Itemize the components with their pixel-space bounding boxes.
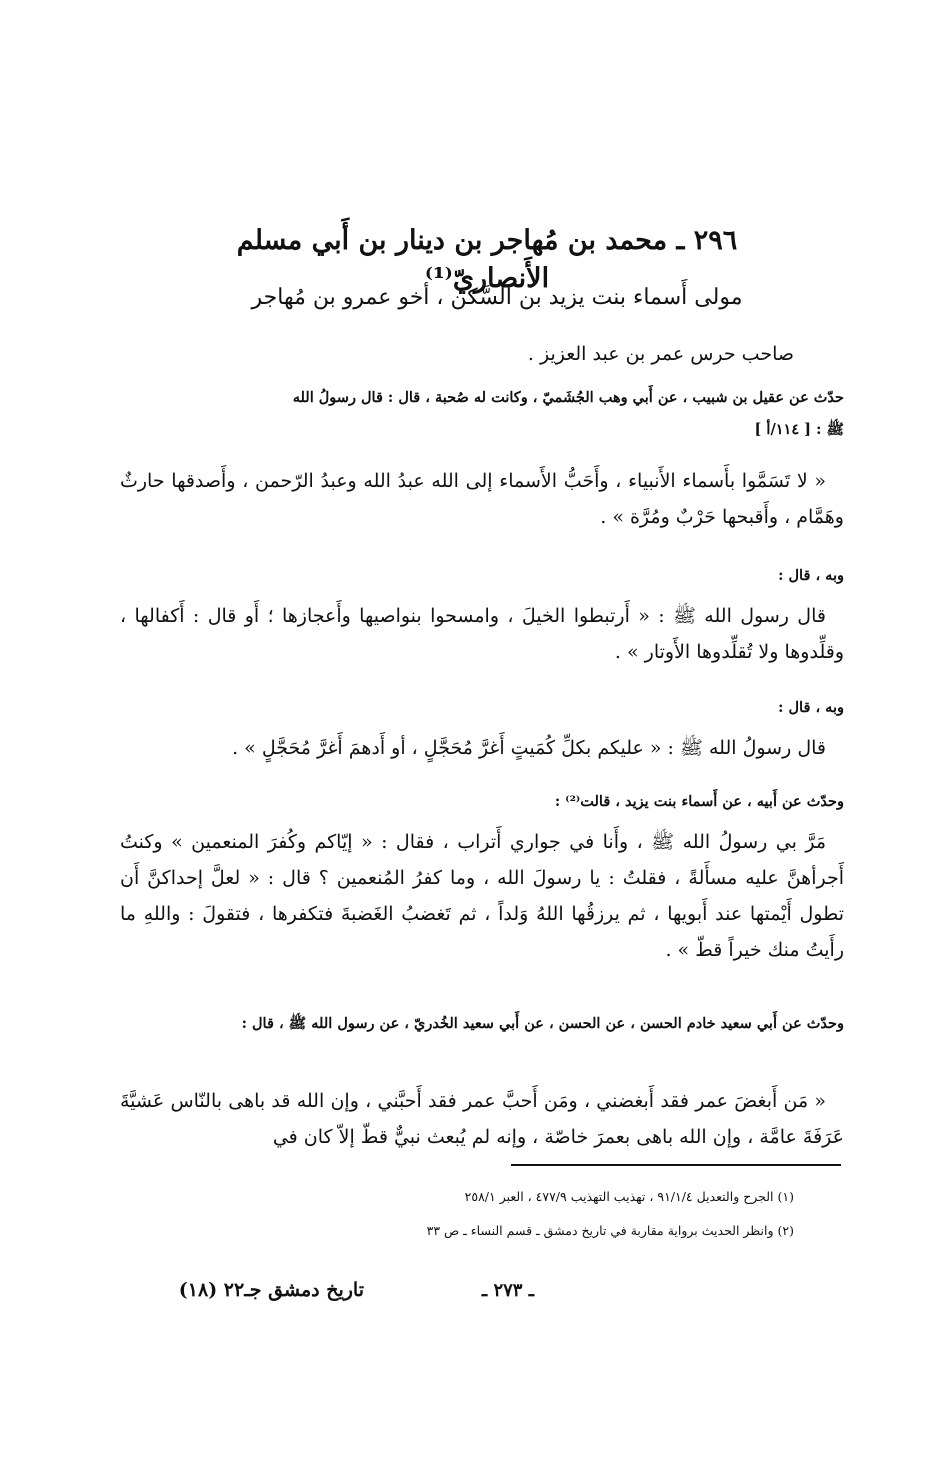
hadith5-isnad: وحدّث عن أَبي سعيد خادم الحسن ، عن الحسن ، عن أَبي سعيد الخُدريّ ، عن رسول الله ﷺ ، قال : [241, 1015, 844, 1032]
entry-title: ٢٩٦ ـ محمد بن مُهاجر بن دينار بن أَبي مسلم الأَنصاريّ⁽¹⁾ [236, 225, 738, 294]
footnote-divider [511, 1164, 841, 1166]
running-footer-title: تاريخ دمشق جـ٢٢ (١٨) [178, 1279, 364, 1301]
hadith3-isnad: وبه ، قال : [778, 699, 844, 716]
hadith3-matn: قال رسولُ الله ﷺ : « عليكم بكلِّ كُمَيتٍ أَغرَّ مُحَجَّلٍ ، أو أَدهمَ أَغرَّ مُحَجَّلٍ » . [232, 737, 826, 759]
hadith1-matn: « لا تَسَمَّوا بأَسماء الأَنبياء ، وأَحَبُّ الأَسماء إلى الله عبدُ الله وعبدُ الرّحمن ، وأَصدقها حارثٌ وهَمَّام ، وأَقبحها حَرْبٌ ومُرَّة » . [120, 470, 844, 528]
hadith4-matn: مَرَّ بي رسولُ الله ﷺ ، وأَنا في جواري أَتراب ، فقال : « إيّاكم وكُفرَ المنعمين » وكنتُ أَجرأهنَّ عليه مسأَلةً ، فقلتُ : يا رسولَ الله ، وما كفرُ المُنعمين ؟ قال : « لعلَّ إحداكنَّ أَن تطول أَيْمتها عند أَبويها ، ثم يرزقُها اللهُ وَلداً ، ثم تَغضبُ الغَضبةَ فتكفرها ، فتقولَ : واللهِ ما رأَيتُ منك خيراً قطّ » . [120, 831, 844, 961]
entry-description: صاحب حرس عمر بن عبد العزيز . [527, 343, 794, 365]
hadith2-isnad: وبه ، قال : [778, 567, 844, 584]
hadith1-isnad-line2: ﷺ : [ ١١٤/أ ] [754, 421, 844, 438]
hadith4-isnad: وحدّث عن أَبيه ، عن أَسماء بنت يزيد ، قالت⁽²⁾ : [554, 793, 844, 810]
footnote-1: (١) الجرح والتعديل ٩١/١/٤ ، تهذيب التهذيب ٤٧٧/٩ ، العبر ٢٥٨/١ [464, 1189, 794, 1204]
hadith2-matn: قال رسول الله ﷺ : « أَرتبطوا الخيلَ ، وامسحوا بنواصيها وأَعجازها ؛ أَو قال : أَكفالها ، وقلِّدوها ولا تُقلِّدوها الأَوتار » . [120, 605, 844, 663]
footnote-2: (٢) وانظر الحديث برواية مقاربة في تاريخ دمشق ـ قسم النساء ـ ص ٣٣ [426, 1223, 794, 1238]
hadith1-isnad-line1: حدّث عن عقيل بن شبيب ، عن أَبي وهب الجُشَميّ ، وكانت له صُحبة ، قال : قال رسولُ الله [292, 389, 844, 406]
page-number: ـ ٢٧٣ ـ [481, 1280, 534, 1301]
hadith5-matn: « مَن أَبغضَ عمر فقد أَبغضني ، ومَن أَحبَّ عمر فقد أَحبَّني ، وإن الله قد باهى بالنّاس عَشيَّةَ عَرَفَةَ عامَّة ، وإن الله باهى بعمرَ خاصّة ، وإنه لم يُبعث نبيٌّ قطّ إلاّ كان في [120, 1090, 844, 1148]
entry-subtitle: مولى أَسماء بنت يزيد بن السَّكن ، أخو عمرو بن مُهاجر [251, 285, 743, 310]
